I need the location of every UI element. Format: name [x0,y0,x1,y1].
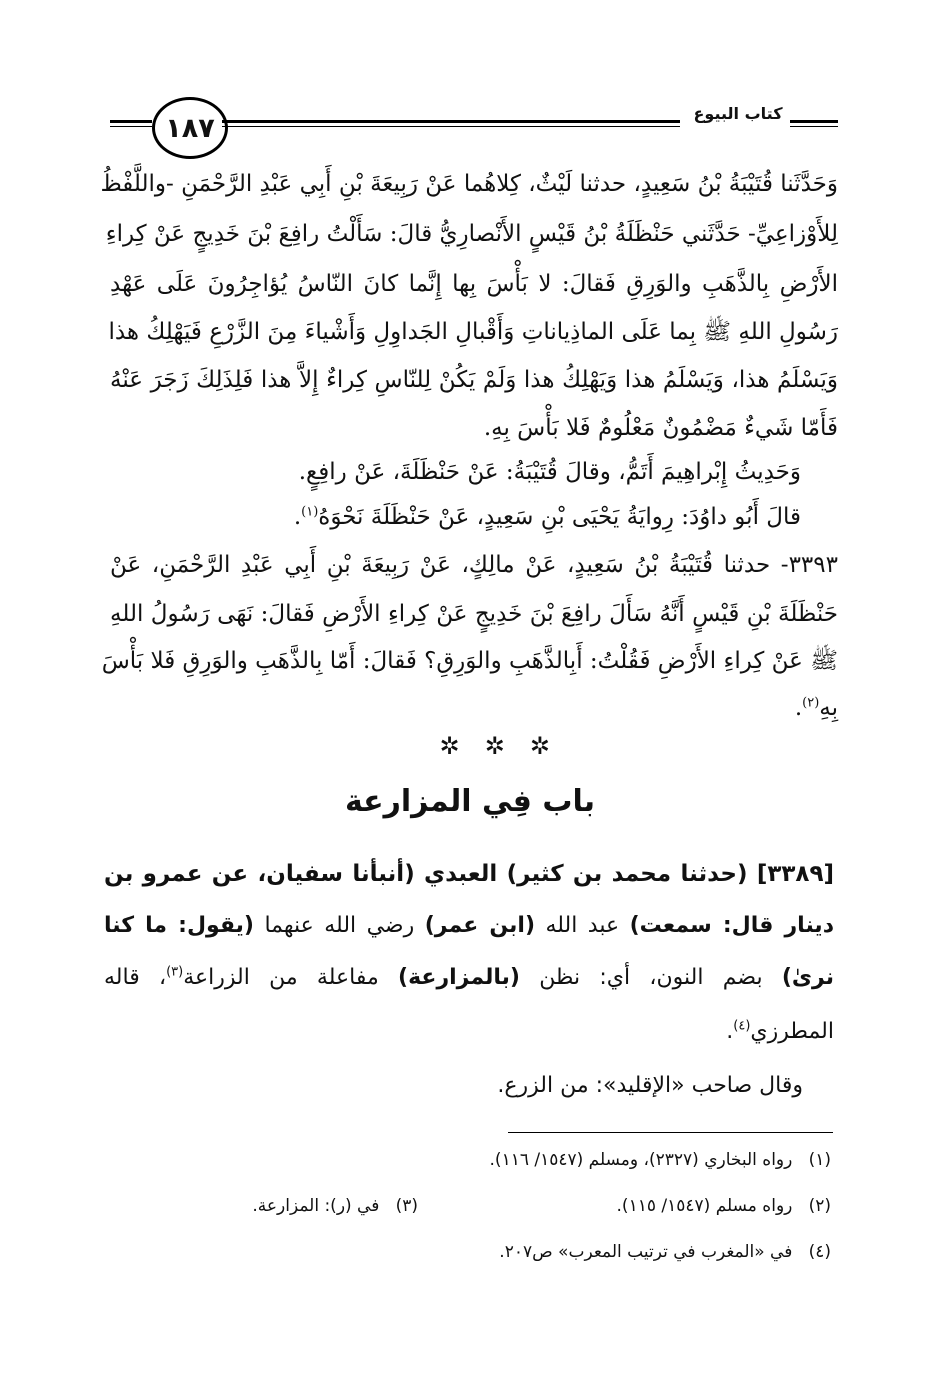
footnote-3-text: في (ر): المزارعة. [252,1196,380,1216]
page-number: ١٨٧ [152,97,228,159]
hadith-line-6: فَأَمّا شَيءٌ مَضْمُونٌ مَعْلُومٌ فَلا بَأْسَ بِهِ. [483,415,838,441]
header-rule-middle [222,120,680,130]
commentary-line-4 [726,1012,834,1052]
footnote-2-text: رواه مسلم (١٥٤٧/ ١١٥). [616,1196,793,1216]
commentary-text-4: مفاعلة من الزراعة [183,965,399,990]
footnote-ref-4: (٤) [733,1018,751,1034]
hadith-line-2: لِلأَوْزاعِيِّ- حَدَّثَني حَنْظَلَةُ بْنُ قَيْسٍ الأَنْصارِيُّ قالَ: سَأَلْتُ رافِعَ بْنَ خَدِيجٍ عَنْ كِراءِ [105,221,838,247]
hadith-line-3: الأَرْضِ بِالذَّهَبِ والوَرِقِ فَقالَ: لا بَأْسَ بِها إِنَّما كانَ النّاسُ يُؤاجِرُونَ عَلَى عَهْدِ [110,271,838,297]
chapter-title: باب فِي المزارعة [344,784,596,819]
section-separator [400,732,550,772]
commentary-text-7: . [726,1019,734,1044]
header-rule-left [110,120,152,130]
header-rule-right [790,120,838,130]
commentary-text-5: ، قاله [104,965,167,990]
footnote-4-number: (٤) [808,1242,831,1262]
commentary-quote-2: (ابن عمر) [424,913,535,938]
footnote-ref-2: (٢) [802,695,820,711]
footnote-2 [617,1196,831,1216]
commentary-text-2: رضي الله عنهما [254,913,425,938]
footnote-4-text: في «المغرب في ترتيب المعرب» ص٢٠٧. [499,1242,793,1262]
commentary-line-2 [104,906,834,946]
commentary-line-1: [٣٣٨٩] (حدثنا محمد بن كثير) العبدي (أنبأنا سفيان، عن عمرو بن [104,861,834,887]
commentary-text-6: المطرزي [750,1019,834,1044]
footnote-2-number: (٢) [808,1196,831,1216]
commentary-line-3 [104,958,834,998]
commentary-line-5: وقال صاحب «الإقليد»: من الزرع. [497,1073,803,1098]
hadith-line-7: وَحَدِيثُ إِبْراهِيمَ أَتَمُّ، وقالَ قُتَيْبَةُ: عَنْ حَنْظَلَةَ، عَنْ رافِعٍ. [298,459,801,485]
hadith-line-1: وَحَدَّثَنا قُتَيْبَةُ بْنُ سَعِيدٍ، حدثنا لَيْثٌ، كِلاهُما عَنْ رَبِيعَةَ بْنِ أَبِي عَبْدِ الرَّحْمَنِ -واللَّفْظُ [100,171,838,197]
commentary-quote-4: نرىٰ) [781,965,835,990]
hadith-3393-line-4: بِهِ$^{(٢)}$. [794,695,838,721]
footnote-ref-1: (١) [301,504,319,520]
footnote-ref-3: (٣) [166,964,184,980]
footnote-1-text: رواه البخاري (٢٣٢٧)، ومسلم (١٥٤٧/ ١١٦). [489,1150,793,1170]
commentary-quote-3: (يقول: ما كنا [104,913,254,938]
commentary-quote-1: دينار قال: سمعت) [629,913,834,938]
footnote-1 [490,1150,831,1170]
footnote-1-number: (١) [808,1150,831,1170]
hadith-3393-line-2: حَنْظَلَةَ بْنِ قَيْسٍ أَنَّهُ سَأَلَ رافِعَ بْنَ خَدِيجٍ عَنْ كِراءِ الأَرْضِ فَقالَ: نَهَى رَسُولُ اللهِ [110,601,838,627]
footnote-4 [499,1242,831,1262]
footnote-3-number: (٣) [395,1196,418,1216]
running-title: كتاب البيوع [693,104,783,123]
footnote-divider [508,1132,833,1133]
hadith-line-5: وَيَسْلَمُ هذا، وَيَسْلَمُ هذا وَيَهْلِكُ هذا وَلَمْ يَكُنْ لِلنّاسِ كِراءٌ إِلاَّ هذا فَلِذَلِكَ زَجَرَ عَنْهُ [110,367,838,393]
hadith-3393-line-1: ٣٣٩٣- حدثنا قُتَيْبَةُ بْنُ سَعِيدٍ، عَنْ مالِكٍ، عَنْ رَبِيعَةَ بْنِ أَبِي عَبْدِ الرَّحْمَنِ، عَنْ [110,552,838,578]
hadith-line-8: قالَ أَبُو داوُدَ: رِوايَةُ يَحْيَى بْنِ سَعِيدٍ، عَنْ حَنْظَلَةَ نَحْوَهُ$^{(١)}$. [293,504,801,530]
separator-stars: ✲ ✲ ✲ [439,732,550,760]
hadith-3393-line-4-text: بِهِ [819,695,838,721]
commentary-text-3: بضم النون، أي: نظن [519,965,782,990]
commentary-text-1: عبد الله [535,913,630,938]
hadith-3393-line-3: ﷺ عَنْ كِراءِ الأَرْضِ فَقُلْتُ: أَبِالذَّهَبِ والوَرِقِ؟ فَقالَ: أَمّا بِالذَّهَبِ والوَرِقِ فَلا بَأْسَ [101,648,838,674]
footnote-3 [252,1196,418,1216]
commentary-quote-5: (بالمزارعة) [398,965,520,990]
hadith-line-8-text: قالَ أَبُو داوُدَ: رِوايَةُ يَحْيَى بْنِ سَعِيدٍ، عَنْ حَنْظَلَةَ نَحْوَهُ [318,504,801,530]
hadith-line-4: رَسُولِ اللهِ ﷺ بِما عَلَى الماذِياناتِ وَأَقْبالِ الجَداوِلِ وَأَشْياءَ مِنَ الزَّرْعِ فَيَهْلِكُ هذا [108,319,838,345]
